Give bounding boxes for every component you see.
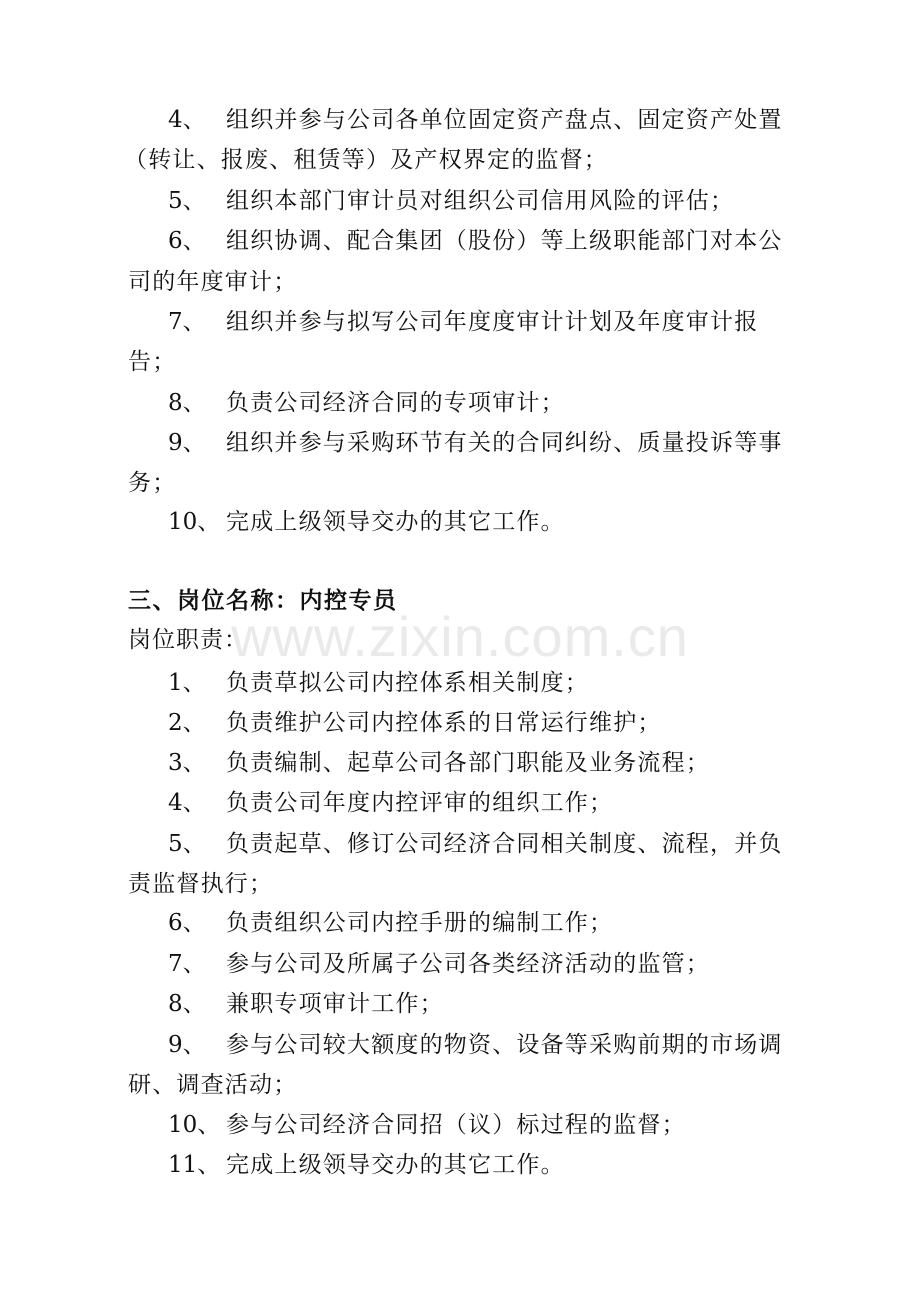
item-number: 5、 xyxy=(168,188,206,214)
item-number: 6、 xyxy=(168,228,206,254)
item-text: 组织并参与拟写公司年度度审计计划及年度审计报 xyxy=(226,309,759,335)
item-text: 负责组织公司内控手册的编制工作； xyxy=(226,910,614,936)
item-text: 负责编制、起草公司各部门职能及业务流程； xyxy=(226,750,710,776)
section-heading: 三、岗位名称：内控专员 xyxy=(128,587,398,614)
item-number: 8、 xyxy=(168,390,206,416)
watermark: www.zixin.com.cn xyxy=(231,605,689,668)
item-number: 10、 xyxy=(168,1112,221,1138)
item-number: 4、 xyxy=(168,107,206,133)
item-text: 负责草拟公司内控体系相关制度； xyxy=(226,670,589,696)
item-text: 负责公司经济合同的专项审计； xyxy=(226,390,565,416)
item-text-continuation: 告； xyxy=(128,349,177,375)
item-text: 负责维护公司内控体系的日常运行维护； xyxy=(226,710,662,736)
item-text: 兼职专项审计工作； xyxy=(226,991,444,1017)
item-text: 完成上级领导交办的其它工作。 xyxy=(226,1152,565,1178)
item-text: 负责公司年度内控评审的组织工作； xyxy=(226,790,614,816)
item-number: 11、 xyxy=(168,1152,221,1178)
item-text-continuation: 司的年度审计； xyxy=(128,269,298,295)
item-number: 7、 xyxy=(168,951,206,977)
item-text-continuation: 研、调查活动； xyxy=(128,1072,298,1098)
item-number: 7、 xyxy=(168,309,206,335)
item-text: 参与公司及所属子公司各类经济活动的监管； xyxy=(226,951,710,977)
duties-label: 岗位职责： xyxy=(128,627,248,653)
item-number: 2、 xyxy=(168,710,206,736)
item-text: 参与公司较大额度的物资、设备等采购前期的市场调 xyxy=(226,1032,783,1058)
item-number: 5、 xyxy=(168,831,206,857)
item-text-continuation: （转让、报废、租赁等）及产权界定的监督； xyxy=(124,147,608,173)
item-number: 9、 xyxy=(168,1032,206,1058)
item-text: 负责起草、修订公司经济合同相关制度、流程，并负 xyxy=(226,831,783,857)
item-number: 8、 xyxy=(168,991,206,1017)
item-number: 10、 xyxy=(168,509,221,535)
item-text: 完成上级领导交办的其它工作。 xyxy=(226,509,565,535)
item-number: 6、 xyxy=(168,910,206,936)
item-number: 9、 xyxy=(168,430,206,456)
item-text: 组织并参与公司各单位固定资产盘点、固定资产处置 xyxy=(226,107,783,133)
item-text: 参与公司经济合同招（议）标过程的监督； xyxy=(226,1112,686,1138)
item-text-continuation: 务； xyxy=(128,470,177,496)
item-text: 组织本部门审计员对组织公司信用风险的评估； xyxy=(226,188,735,214)
item-text: 组织并参与采购环节有关的合同纠纷、质量投诉等事 xyxy=(226,430,783,456)
item-number: 1、 xyxy=(168,670,206,696)
item-number: 4、 xyxy=(168,790,206,816)
item-text: 组织协调、配合集团（股份）等上级职能部门对本公 xyxy=(226,228,783,254)
item-number: 3、 xyxy=(168,750,206,776)
item-text-continuation: 责监督执行； xyxy=(128,871,274,897)
